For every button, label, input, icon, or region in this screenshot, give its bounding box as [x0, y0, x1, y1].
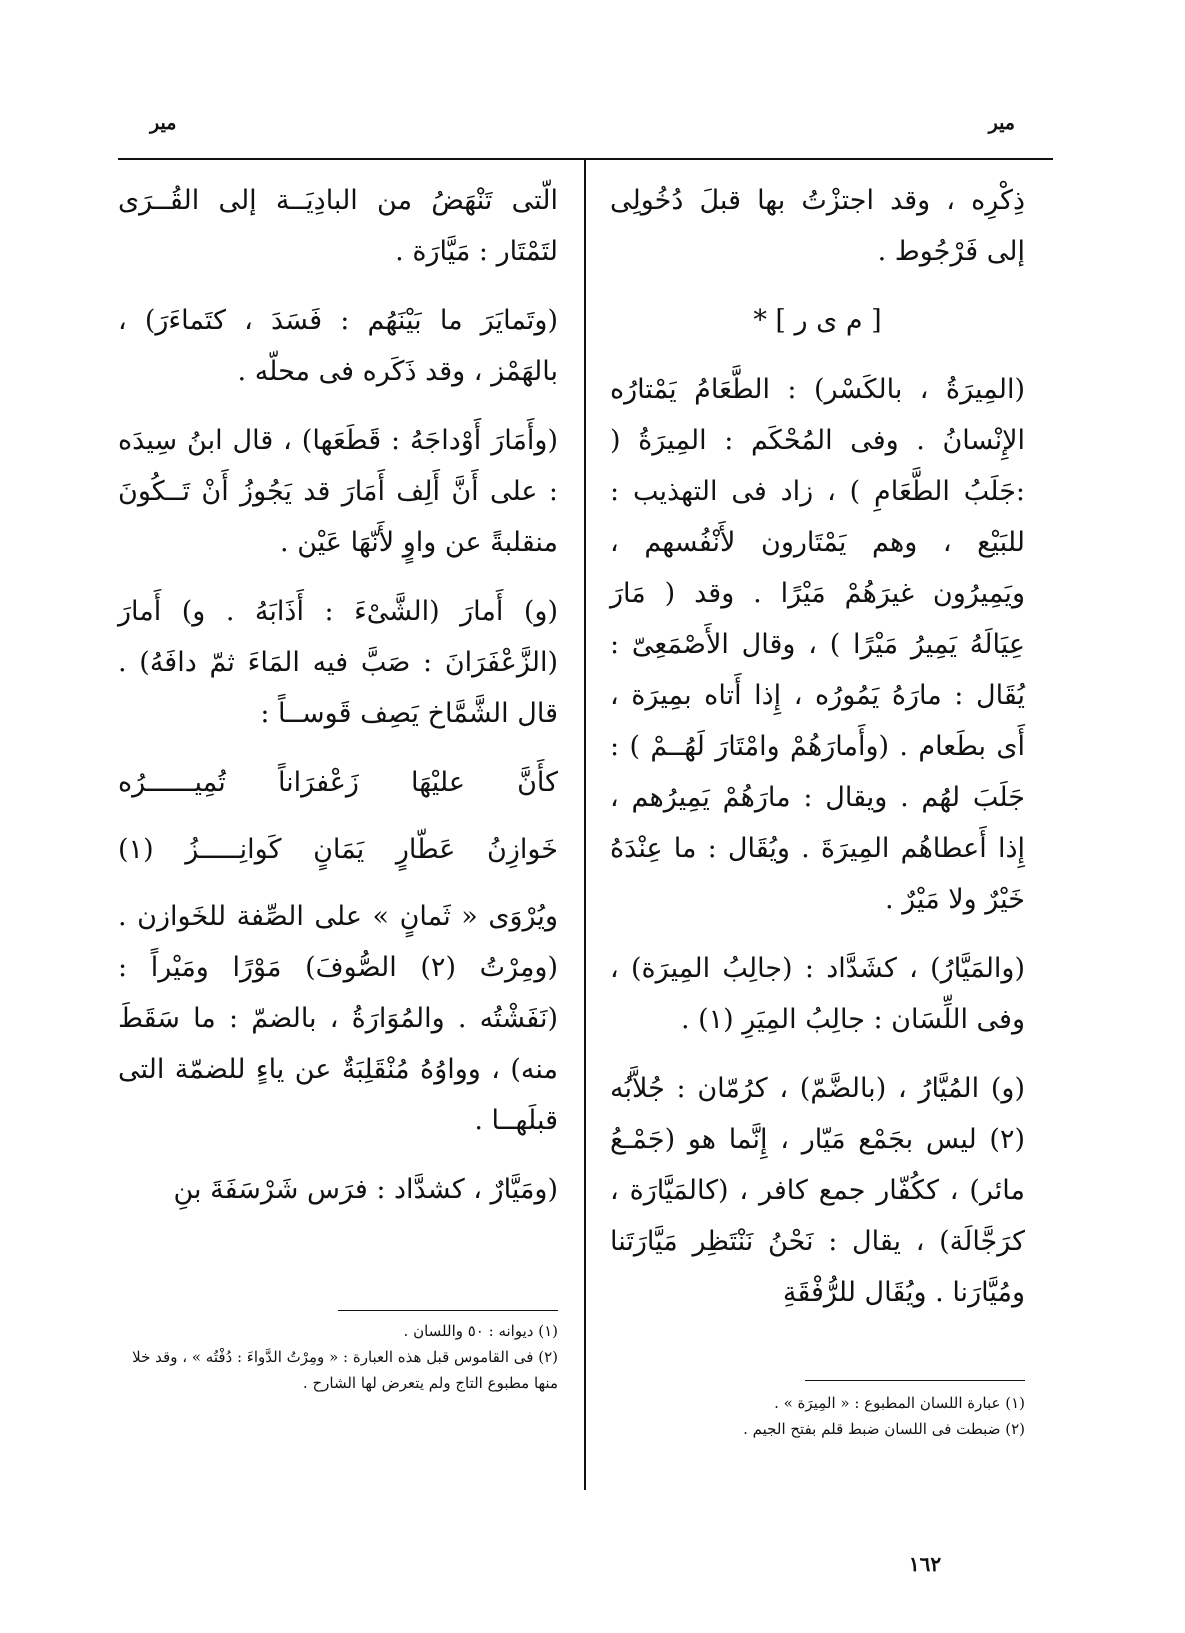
entry-heading: [ م ى ر ] *: [753, 305, 882, 336]
page-number: ١٦٢: [908, 1552, 942, 1576]
left-column: [118, 175, 558, 1233]
footnotes-left: [118, 1318, 558, 1396]
footnote-rule-right: [805, 1380, 1025, 1381]
paragraph: (وتَمايَرَ ما بَيْنَهُم : فَسَدَ ، كتَماءَرَ) ، بالهَمْز ، وقد ذَكَره فى محلّه .: [118, 305, 558, 387]
verse-line: خَوازِنُ عَطّارٍ يَمَانٍ كَوانِـــــزُ (١): [118, 834, 558, 865]
footnote: (١) عبارة اللسان المطبوع : « المِيرَة » .: [774, 1394, 1025, 1412]
right-column: [610, 175, 1025, 1336]
footnote: (٢) ضبطت فى اللسان ضبط قلم بفتح الجيم .: [743, 1420, 1025, 1438]
paragraph: ويُرْوَى « ثَمانٍ » على الصِّفة للخَوازن . (ومِرْتُ (٢) الصُّوفَ) مَوْرًا ومَيْراً : (نَفَشْتُه . والمُوَارَةُ ، بالضمّ : ما سَقَطَ منه) ، وواوُهُ مُنْقَلِبَةٌ عن ياءٍ للضمّة التى قبلَهــا .: [118, 901, 558, 1136]
footnote-rule-left: [338, 1310, 558, 1311]
paragraph: (المِيرَةُ ، بالكَسْر) : الطَّعَامُ يَمْتارُه الإِنْسانُ . وفى المُحْكَم : المِيرَةُ ( :جَلَبُ الطَّعَامِ ) ، زاد فى التهذيب : للبَيْع ، وهم يَمْتَارون لأَنْفُسهم ، ويَمِيرُون غيرَهُمْ مَيْرًا . وقد ( مَارَ عِيَالَهُ يَمِيرُ مَيْرًا ) ، وقال الأَصْمَعِىّ : يُقَال : مارَهُ يَمُورُه ، إِذا أَتاه بمِيرَة ، أَى بطَعام . (وأَمارَهُمْ وامْتَارَ لَهُــمْ ) : جَلَبَ لهُم . ويقال : مارَهُمْ يَمِيرُهم ، إِذا أَعطاهُم المِيرَةَ . ويُقَال : ما عِنْدَهُ خَيْرٌ ولا مَيْرٌ .: [610, 374, 1025, 915]
paragraph: (و) المُيَّارُ ، (بالضَّمّ) ، كرُمّان : جُلاَّبُه (٢) ليس بجَمْع مَيّار ، إِنَّما هو (جَمْـعُ مائر) ، ككُفّار جمع كافر ، (كالمَيَّارَة ، كرَجَّالَة) ، يقال : نَحْنُ نَنْتَظِر مَيَّارَتَنا ومُيَّارَنا . ويُقَال للرُّفْقَةِ: [610, 1073, 1025, 1308]
paragraph: (والمَيَّارُ) ، كشَدَّاد : (جالِبُ المِيرَة) ، وفى اللِّسَان : جالِبُ المِيَرِ (١) .: [610, 953, 1025, 1035]
footnotes-right: [610, 1390, 1025, 1442]
footnote: (١) ديوانه : ٥٠ واللسان .: [403, 1322, 558, 1340]
footnote: (٢) فى القاموس قبل هذه العبارة : « ومِرْتُ الدَّواءَ : دُفْتُه » ، وقد خلا منها مطبوع التاج ولم يتعرض لها الشارح .: [132, 1348, 558, 1392]
paragraph: (و) أَمارَ (الشَّىْءَ : أَذَابَهُ . و) أَمارَ (الزَّعْفَرَانَ : صَبَّ فيه المَاءَ ثمّ دافَهُ) . قال الشَّمَّاخ يَصِف قَوســاً :: [118, 596, 558, 729]
column-divider: [584, 160, 586, 1490]
paragraph: ذِكْرِه ، وقد اجتزْتُ بها قبلَ دُخُولِى إلى فَرْجُوط .: [610, 185, 1025, 267]
paragraph: (وأَمَارَ أَوْداجَهُ : قَطَعَها) ، قال ابنُ سِيدَه : على أَنَّ أَلِف أَمَارَ قد يَجُوزُ أَنْ تَــكُونَ منقلبةً عن واوٍ لأَنّهَا عَيْن .: [118, 425, 558, 558]
running-header-left: مير: [150, 112, 177, 134]
paragraph: الّتى تَنْهَضُ من البادِيَــة إلى القُــرَى لتَمْتَار : مَيَّارَة .: [118, 185, 558, 267]
running-header-right: مير: [988, 112, 1015, 134]
paragraph: (ومَيَّارٌ ، كشدَّاد : فرَس شَرْسَفَةَ بنِ: [173, 1174, 558, 1205]
verse-line: كأَنَّ عليْهَا زَعْفرَاناً تُمِيــــــرُه: [118, 767, 558, 798]
